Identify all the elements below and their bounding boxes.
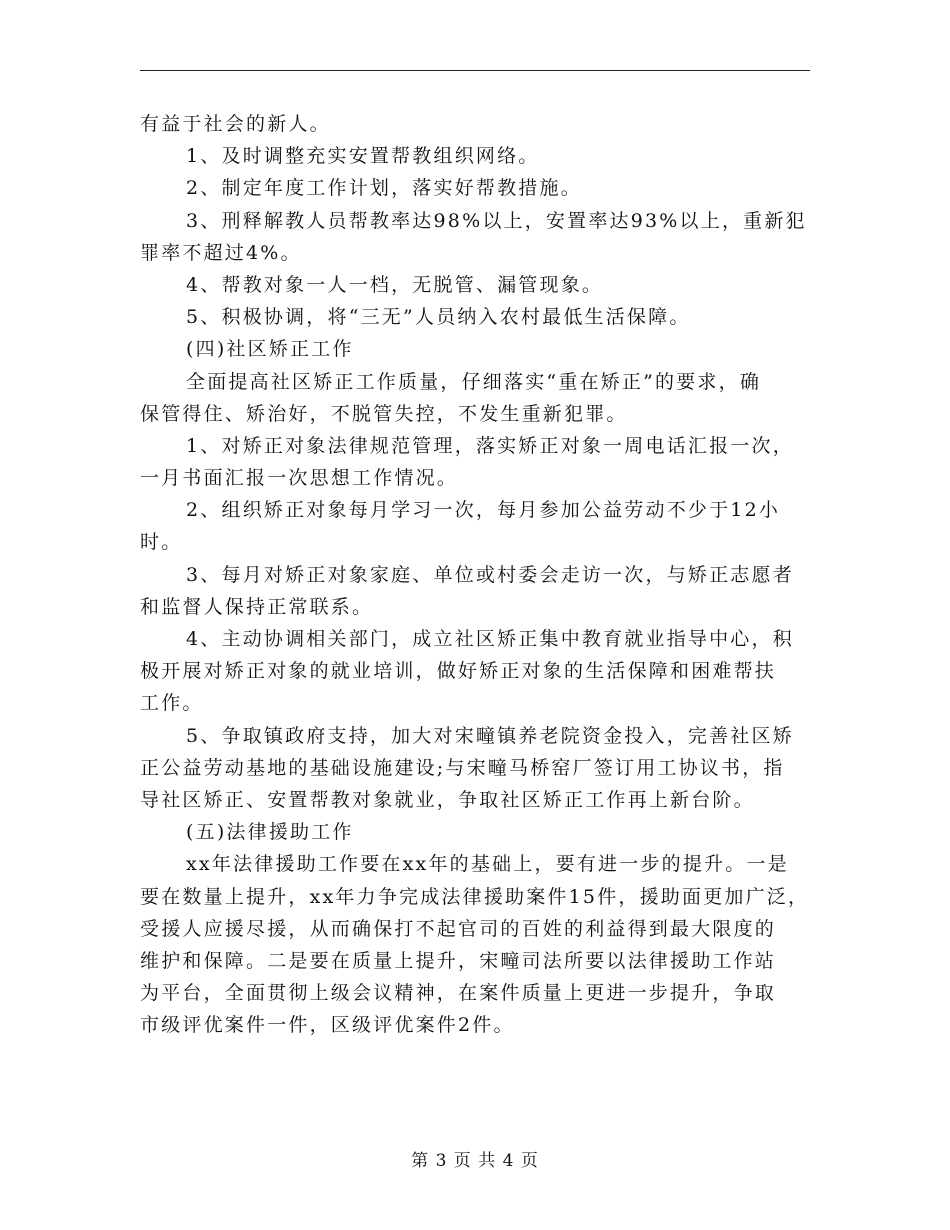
text-line: 保管得住、矫治好，不脱管失控，不发生重新犯罪。 — [140, 402, 628, 425]
text-line: 正公益劳动基地的基础设施建设;与宋疃马桥窑厂签订用工协议书，指 — [140, 756, 785, 779]
text-line: 4、主动协调相关部门，成立社区矫正集中教育就业指导中心，积 — [186, 628, 794, 650]
text-line: 一月书面汇报一次思想工作情况。 — [140, 467, 459, 490]
header-rule — [140, 70, 810, 71]
text-line: 有益于社会的新人。 — [140, 113, 331, 135]
text-line: 1、及时调整充实安置帮教组织网络。 — [186, 145, 540, 168]
text-line: 受援人应援尽援，从而确保打不起官司的百姓的利益得到最大限度的 — [140, 917, 777, 940]
text-line: xx年法律援助工作要在xx年的基础上，要有进一步的提升。一是 — [186, 853, 789, 876]
text-line: 1、对矫正对象法律规范管理，落实矫正对象一周电话汇报一次， — [186, 434, 794, 457]
text-line: 维护和保障。二是要在质量上提升，宋疃司法所要以法律援助工作站 — [140, 949, 777, 972]
text-line: (五)法律援助工作 — [186, 821, 354, 844]
text-line: 和监督人保持正常联系。 — [140, 595, 374, 618]
text-line: 罪率不超过4%。 — [140, 241, 302, 264]
document-body — [140, 108, 810, 1041]
text-line: 5、争取镇政府支持，加大对宋疃镇养老院资金投入，完善社区矫 — [186, 724, 794, 747]
text-line: 2、组织矫正对象每月学习一次，每月参加公益劳动不少于12小 — [186, 499, 781, 522]
text-line: 4、帮教对象一人一档，无脱管、漏管现象。 — [186, 273, 604, 296]
text-line: 2、制定年度工作计划，落实好帮教措施。 — [186, 177, 582, 200]
text-line: 全面提高社区矫正工作质量，仔细落实“重在矫正”的要求，确 — [186, 370, 762, 393]
text-line: 3、每月对矫正对象家庭、单位或村委会走访一次，与矫正志愿者 — [186, 563, 794, 586]
text-line: 5、积极协调，将“三无”人员纳入农村最低生活保障。 — [186, 306, 691, 329]
text-line: 为平台，全面贯彻上级会议精神，在案件质量上更进一步提升，争取 — [140, 982, 777, 1005]
page-footer: 第 3 页 共 4 页 — [411, 1151, 539, 1171]
text-line: (四)社区矫正工作 — [186, 338, 354, 361]
text-line: 导社区矫正、安置帮教对象就业，争取社区矫正工作再上新台阶。 — [140, 788, 755, 811]
text-line: 极开展对矫正对象的就业培训，做好矫正对象的生活保障和困难帮扶 — [140, 660, 777, 683]
text-line: 市级评优案件一件，区级评优案件2件。 — [140, 1014, 515, 1037]
text-line: 要在数量上提升，xx年力争完成法律援助案件15件，援助面更加广泛， — [140, 885, 810, 908]
text-line: 工作。 — [140, 692, 204, 715]
text-line: 3、刑释解教人员帮教率达98%以上，安置率达93%以上，重新犯 — [186, 209, 807, 232]
text-line: 时。 — [140, 531, 183, 554]
